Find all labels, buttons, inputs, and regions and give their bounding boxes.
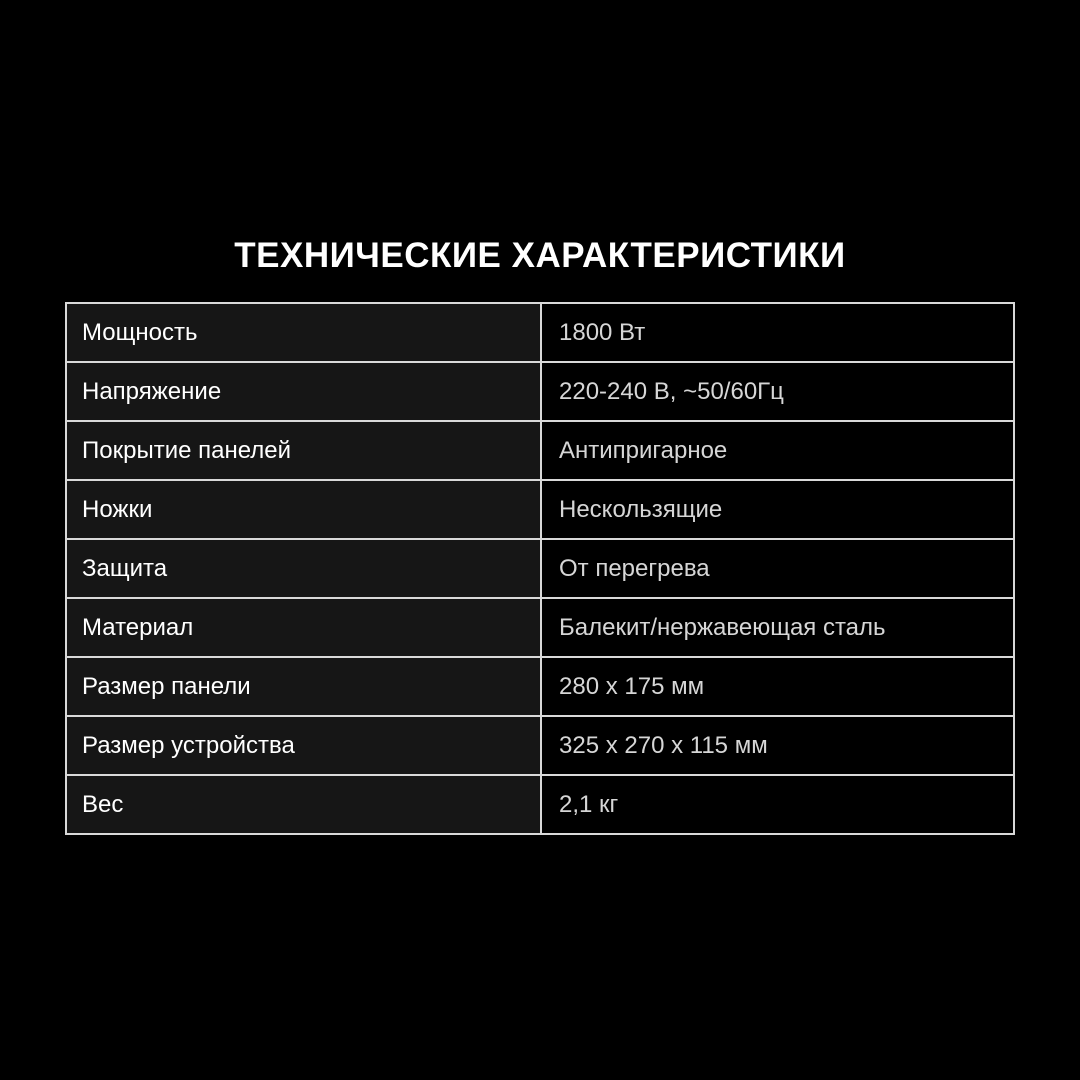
spec-value: Антипригарное [541,421,1014,480]
spec-param: Напряжение [66,362,541,421]
table-row [66,716,1014,775]
spec-value: 220-240 В, ~50/60Гц [541,362,1014,421]
spec-param: Покрытие панелей [66,421,541,480]
table-row [66,598,1014,657]
spec-param: Ножки [66,480,541,539]
spec-value: 2,1 кг [541,775,1014,834]
table-row [66,421,1014,480]
spec-value: Балекит/нержавеющая сталь [541,598,1014,657]
spec-value: 280 x 175 мм [541,657,1014,716]
spec-param: Защита [66,539,541,598]
spec-param: Мощность [66,303,541,362]
specs-table [65,302,1015,835]
table-row [66,303,1014,362]
table-row [66,775,1014,834]
page-title: ТЕХНИЧЕСКИЕ ХАРАКТЕРИСТИКИ [234,236,846,275]
table-row [66,362,1014,421]
spec-value: 325 x 270 x 115 мм [541,716,1014,775]
table-row [66,539,1014,598]
spec-param: Вес [66,775,541,834]
spec-value: От перегрева [541,539,1014,598]
spec-param: Размер панели [66,657,541,716]
spec-param: Материал [66,598,541,657]
spec-value: Нескользящие [541,480,1014,539]
spec-value: 1800 Вт [541,303,1014,362]
table-row [66,657,1014,716]
table-row [66,480,1014,539]
spec-param: Размер устройства [66,716,541,775]
